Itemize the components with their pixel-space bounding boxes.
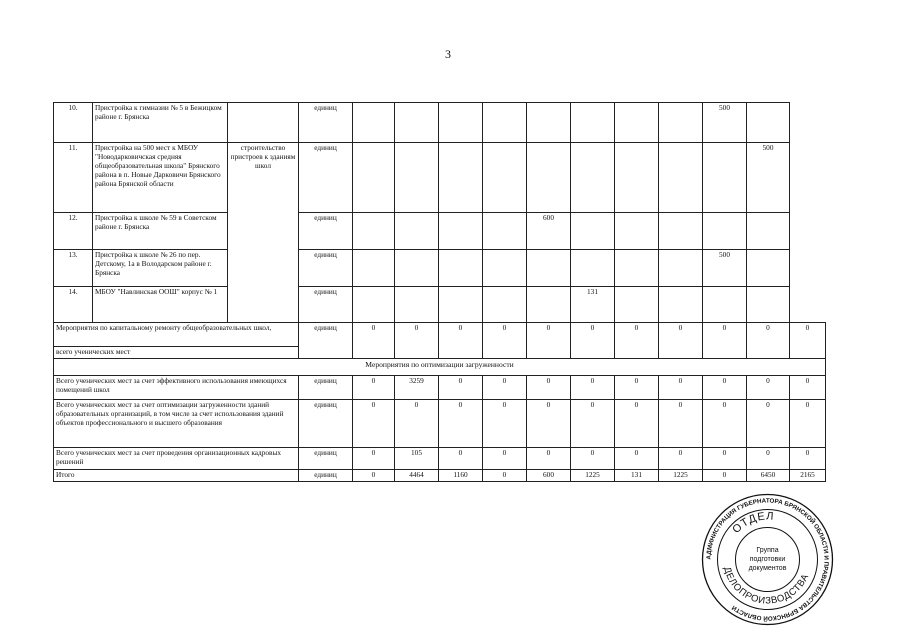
value-cell <box>571 250 615 287</box>
unit-cell: единиц <box>299 375 353 399</box>
page-number: 3 <box>445 47 451 61</box>
value-cell: 0 <box>527 399 571 447</box>
value-cell <box>439 143 483 213</box>
table-row <box>54 375 826 399</box>
value-cell: 0 <box>615 447 659 469</box>
table-row <box>54 213 826 250</box>
value-cell <box>439 213 483 250</box>
value-cell: 0 <box>571 399 615 447</box>
value-cell: 0 <box>483 323 527 359</box>
value-cell <box>353 143 395 213</box>
value-cell <box>527 287 571 323</box>
value-cell: 0 <box>571 375 615 399</box>
value-cell <box>483 287 527 323</box>
value-cell <box>353 287 395 323</box>
value-cell: 0 <box>615 375 659 399</box>
value-cell: 0 <box>483 447 527 469</box>
table-body <box>54 103 826 482</box>
value-cell <box>483 143 527 213</box>
repair-label: Мероприятия по капитальному ремонту общеобразовательных школ, <box>54 323 299 347</box>
value-cell <box>571 213 615 250</box>
value-cell <box>439 250 483 287</box>
value-cell <box>527 103 571 143</box>
construction-group-label: строительство пристроев к зданиям школ <box>228 143 299 323</box>
table-row <box>54 250 826 287</box>
value-cell: 0 <box>527 323 571 359</box>
value-cell <box>615 213 659 250</box>
value-cell <box>439 287 483 323</box>
value-cell: 0 <box>483 399 527 447</box>
unit-cell: единиц <box>299 469 353 481</box>
value-cell <box>659 213 703 250</box>
measure-label: Всего ученических мест за счет оптимизации загруженности зданий образовательных организаций, в том числе за счет использования зданий объектов профессионального и высшего образования <box>54 399 299 447</box>
object-name: Пристройка на 500 мест к МБОУ "Новодарковичская средняя общеобразовательная школа" Брянского района в п. Новые Дарковичи Брянского района Брянской области <box>93 143 228 213</box>
table-row <box>54 143 826 213</box>
value-cell: 4464 <box>395 469 439 481</box>
value-cell: 105 <box>395 447 439 469</box>
value-cell: 0 <box>615 399 659 447</box>
value-cell: 0 <box>615 323 659 359</box>
unit-cell: единиц <box>299 399 353 447</box>
value-cell <box>483 250 527 287</box>
value-cell: 0 <box>527 375 571 399</box>
value-cell: 500 <box>703 103 747 143</box>
value-cell: 1160 <box>439 469 483 481</box>
row-number: 14. <box>54 287 93 323</box>
value-cell <box>747 213 790 250</box>
section-title: Мероприятия по оптимизации загруженности <box>54 358 826 375</box>
value-cell: 0 <box>703 399 747 447</box>
value-cell: 0 <box>703 469 747 481</box>
unit-cell: единиц <box>299 323 353 359</box>
value-cell: 0 <box>790 447 826 469</box>
value-cell: 0 <box>703 375 747 399</box>
value-cell: 600 <box>527 469 571 481</box>
row-number: 12. <box>54 213 93 250</box>
row-number: 11. <box>54 143 93 213</box>
row-number: 13. <box>54 250 93 287</box>
value-cell: 0 <box>483 375 527 399</box>
value-cell: 0 <box>439 323 483 359</box>
value-cell: 0 <box>353 375 395 399</box>
value-cell: 0 <box>439 375 483 399</box>
object-name: МБОУ "Навлинская ООШ" корпус № 1 <box>93 287 228 323</box>
value-cell: 131 <box>615 469 659 481</box>
value-cell <box>395 287 439 323</box>
value-cell <box>615 143 659 213</box>
value-cell <box>703 213 747 250</box>
value-cell: 0 <box>571 447 615 469</box>
value-cell <box>659 287 703 323</box>
value-cell <box>571 103 615 143</box>
unit-cell: единиц <box>299 250 353 287</box>
table-row <box>54 447 826 469</box>
repair-total-label: всего ученических мест <box>54 347 299 359</box>
value-cell: 0 <box>703 323 747 359</box>
value-cell <box>395 213 439 250</box>
stamp-line-1: Группа <box>756 547 779 554</box>
value-cell <box>703 287 747 323</box>
unit-cell: единиц <box>299 447 353 469</box>
unit-cell: единиц <box>299 213 353 250</box>
value-cell <box>659 143 703 213</box>
value-cell: 0 <box>747 323 790 359</box>
value-cell: 0 <box>790 323 826 359</box>
stamp-outer-text: АДМИНИСТРАЦИЯ ГУБЕРНАТОРА БРЯНСКОЙ ОБЛАСТИ И ПРАВИТЕЛЬСТВА БРЯНСКОЙ ОБЛАСТИ <box>705 497 830 622</box>
row-number: 10. <box>54 103 93 143</box>
value-cell: 6450 <box>747 469 790 481</box>
value-cell: 0 <box>527 447 571 469</box>
svg-text:ОТДЕЛ <box>730 510 775 536</box>
unit-cell: единиц <box>299 103 353 143</box>
value-cell <box>615 103 659 143</box>
stamp-line-2: подготовки <box>749 556 786 563</box>
empty-cell <box>228 103 299 143</box>
value-cell: 0 <box>353 399 395 447</box>
value-cell <box>747 250 790 287</box>
table-row <box>54 323 826 347</box>
value-cell: 0 <box>659 399 703 447</box>
value-cell: 0 <box>571 323 615 359</box>
value-cell: 3259 <box>395 375 439 399</box>
value-cell: 0 <box>483 469 527 481</box>
value-cell: 1225 <box>659 469 703 481</box>
value-cell <box>747 103 790 143</box>
value-cell: 0 <box>353 323 395 359</box>
total-label: Итого <box>54 469 299 481</box>
unit-cell: единиц <box>299 143 353 213</box>
stamp-top-text: ОТДЕЛ <box>730 510 775 536</box>
value-cell <box>659 250 703 287</box>
stamp-line-3: документов <box>748 565 787 572</box>
object-name: Пристройка к школе № 26 по пер. Детскому, 1а в Володарском районе г. Брянска <box>93 250 228 287</box>
value-cell <box>483 103 527 143</box>
value-cell: 0 <box>439 399 483 447</box>
stamp-bottom-text: ДЕЛОПРОИЗВОДСТВА <box>721 565 812 607</box>
value-cell: 600 <box>527 213 571 250</box>
value-cell: 0 <box>790 399 826 447</box>
value-cell <box>439 103 483 143</box>
value-cell: 0 <box>659 447 703 469</box>
value-cell <box>527 250 571 287</box>
value-cell: 500 <box>703 250 747 287</box>
measure-label: Всего ученических мест за счет проведения организационных кадровых решений <box>54 447 299 469</box>
value-cell: 0 <box>747 399 790 447</box>
value-cell: 0 <box>747 447 790 469</box>
value-cell: 0 <box>790 375 826 399</box>
table-row <box>54 103 826 143</box>
table-row <box>54 287 826 323</box>
value-cell: 1225 <box>571 469 615 481</box>
value-cell <box>571 143 615 213</box>
measure-label: Всего ученических мест за счет эффективного использования имеющихся помещений школ <box>54 375 299 399</box>
unit-cell: единиц <box>299 287 353 323</box>
object-name: Пристройка к школе № 59 в Советском районе г. Брянска <box>93 213 228 250</box>
object-name: Пристройка к гимназии № 5 в Бежицком районе г. Брянска <box>93 103 228 143</box>
value-cell <box>703 143 747 213</box>
program-table <box>53 102 826 482</box>
value-cell <box>615 287 659 323</box>
value-cell <box>527 143 571 213</box>
value-cell <box>395 103 439 143</box>
value-cell: 0 <box>659 323 703 359</box>
value-cell <box>353 213 395 250</box>
table-row <box>54 399 826 447</box>
value-cell <box>615 250 659 287</box>
value-cell: 0 <box>439 447 483 469</box>
total-row <box>54 469 826 481</box>
value-cell: 2165 <box>790 469 826 481</box>
value-cell <box>395 250 439 287</box>
section-header-row <box>54 358 826 375</box>
department-stamp <box>700 492 835 627</box>
value-cell: 0 <box>395 399 439 447</box>
value-cell: 0 <box>659 375 703 399</box>
value-cell: 0 <box>703 447 747 469</box>
value-cell: 0 <box>353 469 395 481</box>
value-cell: 500 <box>747 143 790 213</box>
value-cell: 0 <box>353 447 395 469</box>
value-cell <box>353 103 395 143</box>
value-cell <box>483 213 527 250</box>
value-cell: 0 <box>395 323 439 359</box>
value-cell <box>395 143 439 213</box>
value-cell: 131 <box>571 287 615 323</box>
value-cell: 0 <box>747 375 790 399</box>
value-cell <box>659 103 703 143</box>
value-cell <box>747 287 790 323</box>
value-cell <box>353 250 395 287</box>
